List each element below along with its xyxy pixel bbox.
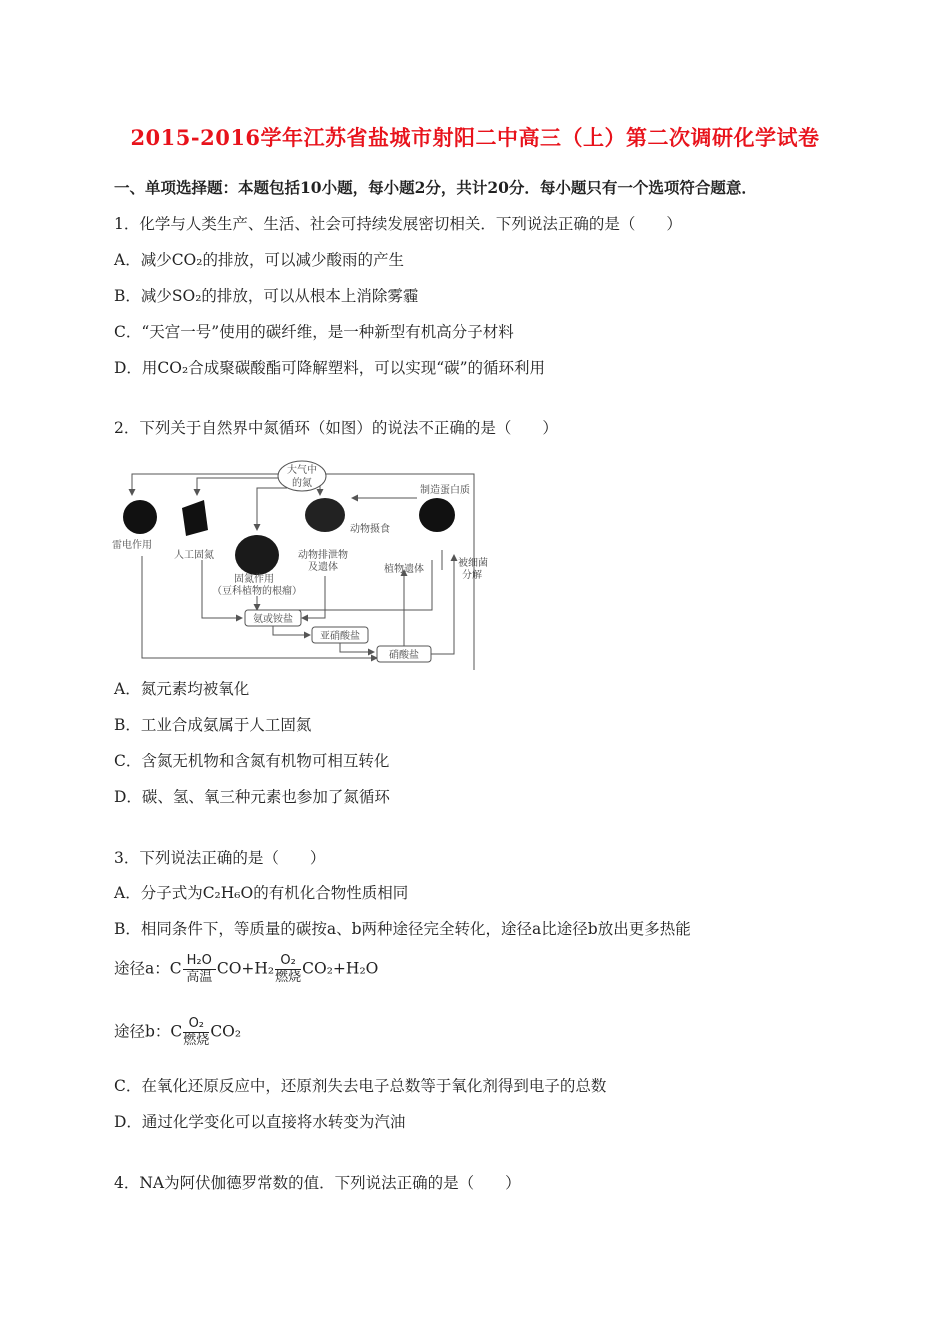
q1-stem: 1．化学与人类生产、生活、社会可持续发展密切相关．下列说法正确的是（ ） [114, 215, 682, 233]
route-a-arrow-2 [275, 954, 301, 985]
nitrate-label: 硝酸盐 [389, 650, 419, 661]
q1-option-c: C．“天宫一号”使用的碳纤维，是一种新型有机高分子材料 [114, 323, 514, 341]
route-a-arrow-2-top: O₂ [275, 954, 301, 970]
route-b-equation [114, 1017, 241, 1048]
route-a-arrow-1 [183, 954, 216, 985]
factory-image [182, 500, 208, 536]
q1-option-b: B．减少SO₂的排放，可以从根本上消除雾霾 [114, 287, 419, 305]
route-a-mid: CO+H₂ [216, 959, 275, 978]
route-b-arrow-bottom: 燃烧 [183, 1033, 210, 1048]
route-a-end: CO₂+H₂O [302, 959, 379, 978]
bacteria-label-2: 分解 [462, 570, 482, 581]
air-n2-label-2: 的氮 [292, 478, 312, 489]
q2-option-b: B．工业合成氨属于人工固氮 [114, 716, 312, 734]
route-a-label: 途径a：C [114, 959, 182, 978]
plant-remains-label: 植物遗体 [384, 564, 424, 575]
lightning-image [123, 500, 157, 534]
route-a-arrow-1-bottom: 高温 [186, 970, 213, 985]
route-b-arrow [183, 1017, 209, 1048]
lightning-label: 雷电作用 [112, 540, 152, 551]
animal-image [305, 498, 345, 532]
q3-option-c: C．在氧化还原反应中，还原剂失去电子总数等于氧化剂得到电子的总数 [114, 1077, 607, 1095]
excretion-label-2: 及遗体 [308, 562, 338, 573]
q2-option-d: D．碳、氢、氧三种元素也参加了氮循环 [114, 788, 390, 806]
q3-option-b: B．相同条件下，等质量的碳按a、b两种途径完全转化，途径a比途径b放出更多热能 [114, 920, 691, 938]
route-b-label: 途径b：C [114, 1022, 183, 1041]
nitrogen-cycle-diagram [112, 460, 488, 670]
protein-label: 制造蛋白质 [420, 485, 470, 496]
ammonia-label: 氨或铵盐 [253, 614, 293, 625]
fixation-label-2: （豆科植物的根瘤） [212, 586, 302, 597]
animal-feed-label: 动物摄食 [350, 524, 390, 535]
nitrite-label: 亚硝酸盐 [320, 631, 360, 642]
q2-option-c: C．含氮无机物和含氮有机物可相互转化 [114, 752, 390, 770]
q3-option-d: D．通过化学变化可以直接将水转变为汽油 [114, 1113, 406, 1131]
q2-option-a: A．氮元素均被氧化 [114, 680, 250, 698]
route-b-end: CO₂ [210, 1022, 242, 1041]
artificial-label: 人工固氮 [174, 550, 214, 561]
air-n2-label-1: 大气中 [287, 465, 317, 476]
q3-option-a: A．分子式为C₂H₆O的有机化合物性质相同 [114, 884, 409, 902]
route-a-arrow-2-bottom: 燃烧 [275, 970, 302, 985]
exam-title: 2015-2016学年江苏省盐城市射阳二中高三（上）第二次调研化学试卷 [130, 125, 820, 150]
plant-image [419, 498, 455, 532]
q3-stem: 3．下列说法正确的是（ ） [114, 849, 326, 867]
route-a-equation [114, 954, 378, 985]
q1-option-a: A．减少CO₂的排放，可以减少酸雨的产生 [114, 251, 404, 269]
root-nodule-image [235, 535, 279, 575]
bacteria-label-1: 被细菌 [458, 558, 488, 569]
route-b-arrow-top: O₂ [183, 1017, 209, 1033]
section-heading: 一、单项选择题：本题包括10小题，每小题2分，共计20分．每小题只有一个选项符合题意． [114, 178, 757, 197]
q2-stem: 2．下列关于自然界中氮循环（如图）的说法不正确的是（ ） [114, 419, 558, 437]
q4-stem: 4．NA为阿伏伽德罗常数的值．下列说法正确的是（ ） [114, 1174, 521, 1192]
route-a-arrow-1-top: H₂O [183, 954, 216, 970]
excretion-label-1: 动物排泄物 [298, 550, 348, 561]
fixation-label-1: 固氮作用 [234, 574, 274, 585]
q1-option-d: D．用CO₂合成聚碳酸酯可降解塑料，可以实现“碳”的循环利用 [114, 359, 546, 377]
